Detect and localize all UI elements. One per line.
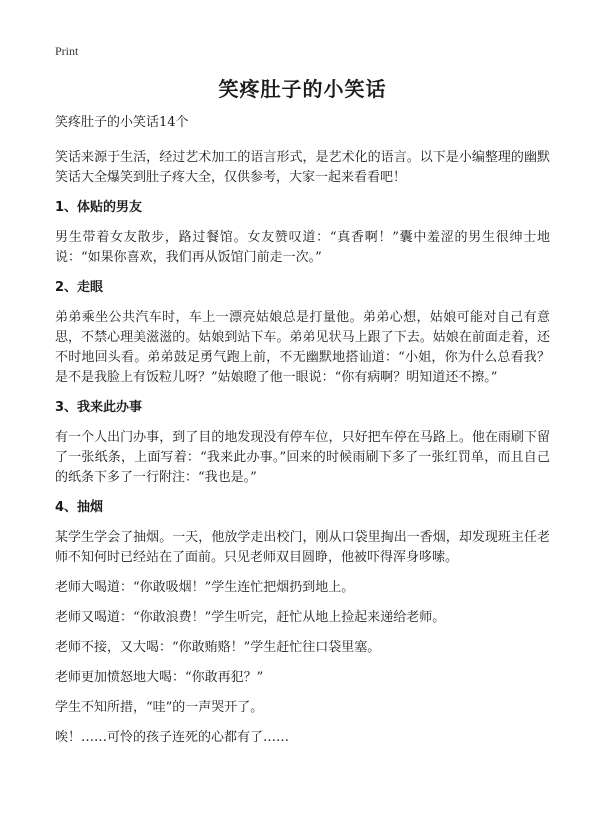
section-4-paragraph-6: 学生不知所措，“哇”的一声哭开了。 [55, 700, 264, 715]
section-2-paragraph-1: 弟弟乘坐公共汽车时，车上一漂亮姑娘总是打量他。弟弟心想，姑娘可能对自己有意思，不禁心理美滋滋的。姑娘到站下车。弟弟见状马上跟了下去。姑娘在前面走着，还不时地回头看。弟弟鼓足勇气跑上前，不无幽默地搭讪道：“小姐，你为什么总看我？是不是我脸上有饭粒儿呀？”姑娘瞪了他一眼说：“你有病啊？明知道还不擦。” [55, 310, 550, 385]
section-4-paragraph-7: 唉！……可怜的孩子连死的心都有了…… [55, 730, 290, 745]
section-4-paragraph-1: 某学生学会了抽烟。一天，他放学走出校门，刚从口袋里掏出一香烟，却发现班主任老师不知何时已经站在了面前。只见老师双目圆睁，他被吓得浑身哆嗦。 [55, 530, 550, 565]
section-heading-4: 4、抽烟 [55, 500, 104, 515]
document-subtitle: 笑疼肚子的小笑话14个 [55, 115, 189, 130]
section-heading-1: 1、体贴的男友 [55, 200, 143, 215]
print-label: Print [55, 44, 79, 58]
section-4-paragraph-3: 老师又喝道：“你敢浪费！”学生听完，赶忙从地上捡起来递给老师。 [55, 610, 446, 625]
section-4-paragraph-5: 老师更加愤怒地大喝：“你敢再犯？” [55, 670, 264, 685]
section-heading-2: 2、走眼 [55, 280, 104, 295]
section-3-paragraph-1: 有一个人出门办事，到了目的地发现没有停车位，只好把车停在马路上。他在雨刷下留了一张纸条，上面写着：“我来此办事。”回来的时候雨刷下多了一张红罚单，而且自己的纸条下多了一行附注：“我也是。” [55, 430, 550, 485]
section-4-paragraph-4: 老师不接，又大喝：“你敢贿赂！”学生赶忙往口袋里塞。 [55, 640, 381, 655]
page-title: 笑疼肚子的小笑话 [218, 77, 387, 101]
section-4-paragraph-2: 老师大喝道：“你敢吸烟！”学生连忙把烟扔到地上。 [55, 580, 355, 595]
section-1-paragraph-1: 男生带着女友散步，路过餐馆。女友赞叹道：“真香啊！”囊中羞涩的男生很绅士地说：“如果你喜欢，我们再从饭馆门前走一次。” [55, 230, 550, 265]
section-heading-3: 3、我来此办事 [55, 400, 143, 415]
intro-paragraph: 笑话来源于生活，经过艺术加工的语言形式，是艺术化的语言。以下是小编整理的幽默笑话大全爆笑到肚子疼大全，仅供参考，大家一起来看看吧！ [55, 150, 550, 185]
